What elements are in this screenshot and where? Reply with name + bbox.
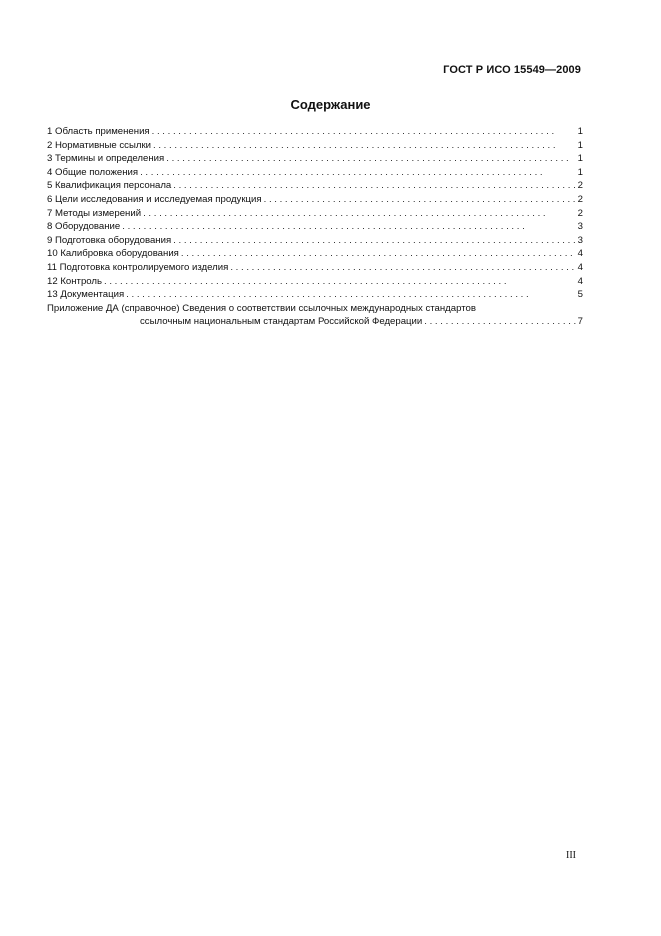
toc-entry-page: 4 xyxy=(577,275,583,287)
document-code: ГОСТ Р ИСО 15549—2009 xyxy=(443,64,581,76)
toc-entry-10[interactable] xyxy=(47,247,583,261)
toc-leader-dots xyxy=(153,139,576,153)
toc-entry-page: 4 xyxy=(577,248,583,260)
toc-entry-8[interactable] xyxy=(47,220,583,234)
toc-entry-6[interactable] xyxy=(47,193,583,207)
toc-leader-dots xyxy=(181,247,576,261)
toc-entry-page: 5 xyxy=(577,289,583,301)
toc-entry-label: 11 Подготовка контролируемого изделия xyxy=(47,261,229,273)
toc-leader-dots xyxy=(424,315,575,329)
toc-leader-dots xyxy=(140,166,576,180)
toc-leader-dots xyxy=(143,207,576,221)
toc-entry-label: 12 Контроль xyxy=(47,275,103,287)
appendix-page: 7 xyxy=(577,316,583,328)
toc-entry-page: 2 xyxy=(577,207,583,219)
toc-entry-page: 1 xyxy=(577,139,583,151)
page-number: III xyxy=(566,850,576,861)
toc-leader-dots xyxy=(126,288,575,302)
toc-leader-dots xyxy=(230,261,575,275)
toc-leader-dots xyxy=(152,125,576,139)
toc-entry-page: 2 xyxy=(577,180,583,192)
toc-entry-page: 1 xyxy=(577,153,583,165)
toc-entry-13[interactable] xyxy=(47,288,583,302)
toc-entry-page: 3 xyxy=(577,221,583,233)
toc-entry-label: 6 Цели исследования и исследуемая продукция xyxy=(47,193,262,205)
toc-leader-dots xyxy=(264,193,576,207)
toc-entry-3[interactable] xyxy=(47,152,583,166)
toc-entry-9[interactable] xyxy=(47,234,583,248)
toc-entry-label: 9 Подготовка оборудования xyxy=(47,234,172,246)
toc-appendix-entry[interactable] xyxy=(47,302,583,329)
toc-entry-label: 2 Нормативные ссылки xyxy=(47,139,152,151)
toc-entry-page: 4 xyxy=(577,261,583,273)
toc-leader-dots xyxy=(104,275,576,289)
toc-entry-label: 13 Документация xyxy=(47,289,125,301)
toc-entry-11[interactable] xyxy=(47,261,583,275)
toc-entry-label: 1 Область применения xyxy=(47,126,150,137)
toc-leader-dots xyxy=(166,152,575,166)
toc-entry-label: 10 Калибровка оборудования xyxy=(47,248,179,260)
toc-entry-label: 4 Общие положения xyxy=(47,166,139,178)
toc-entry-page: 1 xyxy=(577,166,583,178)
toc-entry-page: 3 xyxy=(577,234,583,246)
appendix-title-line1: Приложение ДА (справочное) Сведения о соответствии ссылочных международных стандартов xyxy=(47,302,476,314)
toc-leader-dots xyxy=(173,234,576,248)
toc-entry-label: 3 Термины и определения xyxy=(47,153,165,165)
toc-entry-page: 1 xyxy=(577,126,583,137)
toc-entry-label: 8 Оборудование xyxy=(47,221,121,233)
table-of-contents xyxy=(47,125,583,329)
toc-entry-label: 7 Методы измерений xyxy=(47,207,142,219)
toc-entry-7[interactable] xyxy=(47,207,583,221)
toc-entry-label: 5 Квалификация персонала xyxy=(47,180,172,192)
toc-title: Содержание xyxy=(290,97,371,112)
toc-leader-dots xyxy=(173,179,575,193)
toc-entry-12[interactable] xyxy=(47,275,583,289)
toc-entry-4[interactable] xyxy=(47,166,583,180)
toc-entry-2[interactable] xyxy=(47,139,583,153)
toc-entry-page: 2 xyxy=(577,193,583,205)
toc-entry-5[interactable] xyxy=(47,179,583,193)
appendix-title-line2: ссылочным национальным стандартам Российской Федерации xyxy=(140,316,423,328)
toc-leader-dots xyxy=(122,220,575,234)
toc-entry-1[interactable] xyxy=(47,125,583,139)
